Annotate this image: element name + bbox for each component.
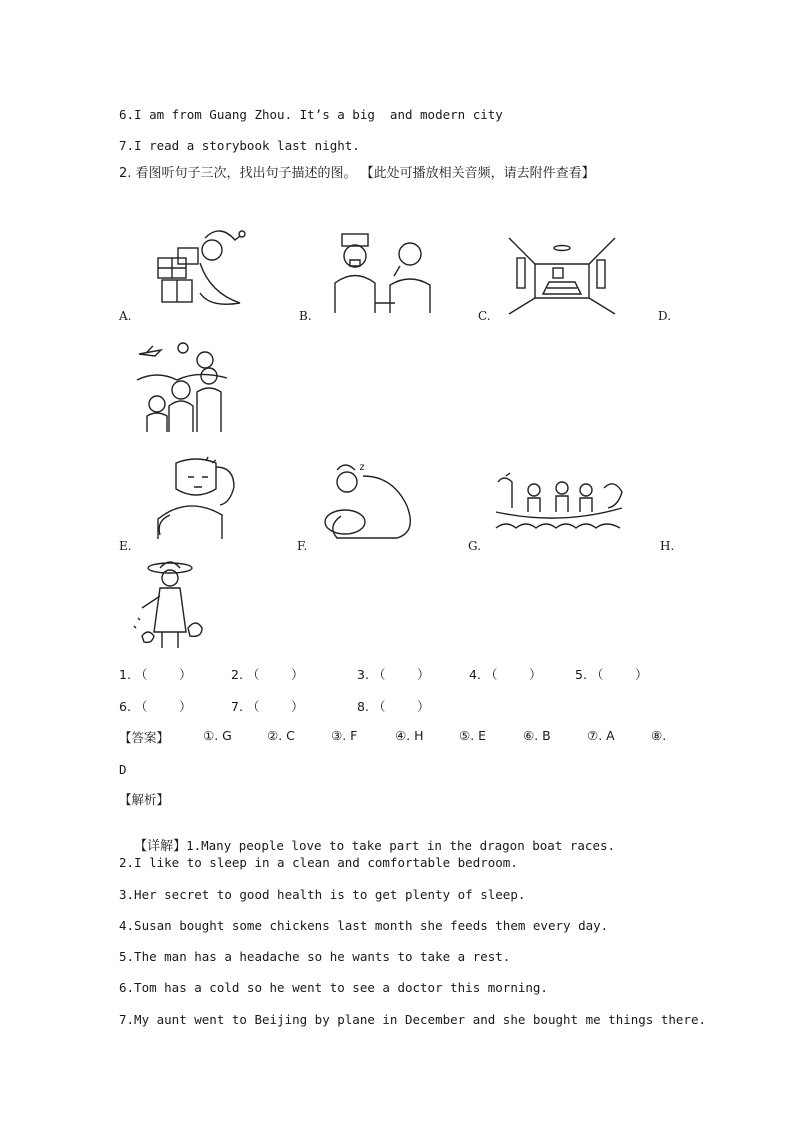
- question-heading: 2. 看图听句子三次，找出句子描述的图。 【此处可播放相关音频，请去附件查看】: [119, 166, 595, 181]
- answer-item-8: ⑧.: [651, 728, 667, 743]
- detail-sentence-1: 1.Many people love to take part in the dragon boat races.: [186, 838, 616, 853]
- answer-item-8-value: D: [119, 762, 127, 777]
- picture-label-a: A.: [119, 309, 132, 323]
- detail-sentence-3: 3.Her secret to good health is to get plenty of sleep.: [119, 887, 526, 902]
- picture-label-g: G.: [468, 539, 481, 553]
- detail-sentence-6: 6.Tom has a cold so he went to see a doctor this morning.: [119, 980, 548, 995]
- picture-label-h: H.: [660, 539, 675, 553]
- analysis-tag: 【解析】: [119, 792, 170, 807]
- answer-blank-6[interactable]: 6. （ ）: [119, 699, 192, 714]
- headache-man-picture: [150, 455, 242, 541]
- girl-with-gifts-picture: [150, 218, 250, 318]
- picture-label-e: E.: [119, 539, 132, 553]
- dragon-boat-picture: [492, 472, 628, 538]
- detail-line-1: [119, 822, 615, 855]
- bedroom-picture: [507, 236, 617, 316]
- detail-sentence-5: 5.The man has a headache so he wants to take a rest.: [119, 949, 511, 964]
- answer-blank-3[interactable]: 3. （ ）: [357, 667, 430, 682]
- answer-item-3: ③. F: [331, 728, 358, 743]
- answer-item-5: ⑤. E: [459, 728, 487, 743]
- doctor-visit-picture: [330, 228, 438, 318]
- travel-family-picture: [135, 340, 231, 434]
- answer-item-7: ⑦. A: [587, 728, 615, 743]
- answer-blank-1[interactable]: 1. （ ）: [119, 667, 192, 682]
- answer-item-4: ④. H: [395, 728, 424, 743]
- answer-blank-8[interactable]: 8. （ ）: [357, 699, 430, 714]
- answer-blank-4[interactable]: 4. （ ）: [469, 667, 542, 682]
- picture-label-d: D.: [658, 309, 672, 323]
- detail-sentence-2: 2.I like to sleep in a clean and comfortable bedroom.: [119, 855, 518, 870]
- picture-label-c: C.: [478, 309, 491, 323]
- answer-blank-2[interactable]: 2. （ ）: [231, 667, 304, 682]
- detail-sentence-4: 4.Susan bought some chickens last month she feeds them every day.: [119, 918, 609, 933]
- sentence-line-7: 7.I read a storybook last night.: [119, 138, 360, 153]
- svg-text:z: z: [359, 462, 366, 473]
- sentence-line-6: 6.I am from Guang Zhou. It’s a big and modern city: [119, 107, 503, 122]
- detail-tag: 【详解】: [134, 839, 187, 854]
- answer-tag: 【答案】: [119, 730, 170, 745]
- answer-item-6: ⑥. B: [523, 728, 551, 743]
- answer-blank-7[interactable]: 7. （ ）: [231, 699, 304, 714]
- answer-item-2: ②. C: [267, 728, 295, 743]
- detail-sentence-7: 7.My aunt went to Beijing by plane in December and she bought me things there.: [119, 1012, 706, 1027]
- picture-label-f: F.: [297, 539, 308, 553]
- answer-item-1: ①. G: [203, 728, 232, 743]
- answer-blank-5[interactable]: 5. （ ）: [575, 667, 648, 682]
- sleeping-person-picture: [323, 458, 419, 542]
- picture-label-b: B.: [299, 309, 312, 323]
- chicken-farmer-picture: [130, 556, 210, 654]
